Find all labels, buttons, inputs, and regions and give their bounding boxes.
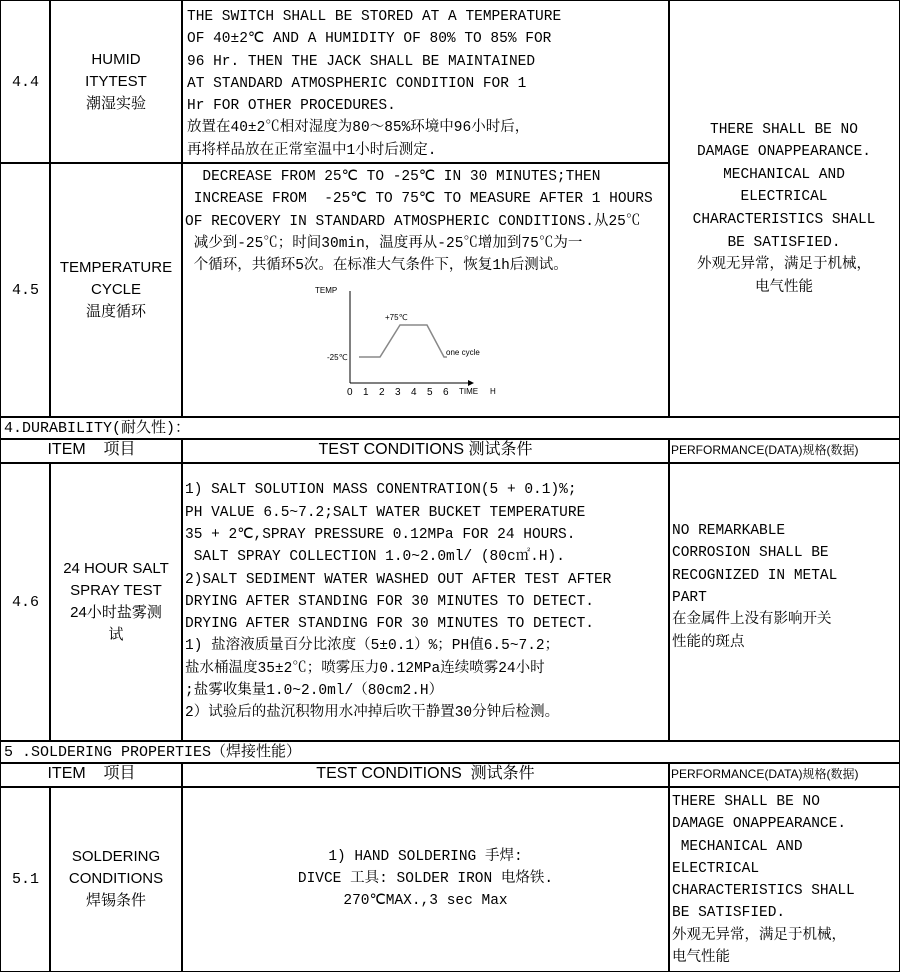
row-4-5-conditions-cell [181,162,670,418]
graph-tick-label: 5 [427,387,433,398]
graph-cycle-label: one cycle [446,348,480,357]
perf-4-4-4-5: THERE SHALL BE NO DAMAGE ONAPPEARANCE. MECHANICAL AND ELECTRICAL CHARACTERISTICS SHALL BE SATISFIED. 外观无异常，满足于机械， 电气性能 [668,0,900,418]
row-number: 4.4 [11,73,39,91]
temperature-cycle-graph [312,283,512,403]
section-durability: 4.DURABILITY(耐久性)： [0,416,900,440]
graph-x-arrow [468,380,474,386]
row-4-6-conditions: 1) SALT SOLUTION MASS CONENTRATION(5 + 0.1)%; PH VALUE 6.5~7.2;SALT WATER BUCKET TEMPERATURE 35 + 2℃,SPRAY PRESSURE 0.12MPa FOR 24 HOURS. SALT SPRAY COLLECTION 1.0~2.0ml/ (80c㎡.H). 2)SALT SEDIMENT WATER WASHED OUT AFTER TEST AFTER DRYING AFTER STANDING FOR 30 MINUTES TO DETECT. DRYING AFTER STANDING FOR 30 MINUTES TO DETECT. 1) 盐溶液质量百分比浓度（5±0.1）%；PH值6.5~7.2； 盐水桶温度35±2℃；喷雾压力0.12MPa连续喷雾24小时 ;盐雾收集量1.0~2.0ml/（80cm2.H） 2）试验后的盐沉积物用水冲掉后吹干静置30分钟后检测。 [181,462,670,742]
row-4-6-performance: NO REMARKABLE CORROSION SHALL BE RECOGNIZED IN METAL PART 在金属件上没有影响开关 性能的斑点 [668,462,900,742]
graph-tick-label: 0 [347,387,353,398]
header-performance: PERFORMANCE(DATA)规格(数据) [668,438,900,464]
graph-tick-label: 4 [411,387,417,398]
graph-x-unit: H [490,387,496,396]
section-soldering: 5 .SOLDERING PROPERTIES（焊接性能） [0,740,900,764]
row-4-5-item: TEMPERATURE CYCLE 温度循环 [49,162,183,418]
row-4-6-item: 24 HOUR SALT SPRAY TEST 24小时盐雾测 试 [49,462,183,742]
row-4-4-conditions: THE SWITCH SHALL BE STORED AT A TEMPERATURE OF 40±2℃ AND A HUMIDITY OF 80% TO 85% FOR 96 Hr. THEN THE JACK SHALL BE MAINTAINED AT STANDARD ATMOSPHERIC CONDITION FOR 1 Hr FOR OTHER PROCEDURES. 放置在40±2℃相对湿度为80～85%环境中96小时后， 再将样品放在正常室温中1小时后测定. [181,0,670,164]
graph-high-label: +75℃ [385,313,408,322]
row-5-1-performance: THERE SHALL BE NO DAMAGE ONAPPEARANCE. MECHANICAL AND ELECTRICAL CHARACTERISTICS SHALL BE SATISFIED. 外观无异常，满足于机械， 电气性能 [668,786,900,972]
graph-tick-label: 2 [379,387,385,398]
row-5-1-conditions: 1) HAND SOLDERING 手焊: DIVCE 工具: SOLDER IRON 电烙铁. 270℃MAX.,3 sec Max [181,786,670,972]
header-item: ITEM 项目 [0,438,183,464]
row-4-4-item: HUMID ITYTEST 潮湿实验 [49,0,183,164]
graph-tick-label: 6 [443,387,449,398]
row-number: 4.6 [11,593,39,611]
row-number: 5.1 [11,870,39,888]
row-4-5-number [0,162,51,418]
row-4-4-number [0,0,51,164]
header-conditions: TEST CONDITIONS 测试条件 [181,438,670,464]
header-performance: PERFORMANCE(DATA)规格(数据) [668,762,900,788]
graph-x-label: TIME [459,387,479,396]
graph-cycle-line [359,325,447,357]
header-conditions: TEST CONDITIONS 测试条件 [181,762,670,788]
row-4-5-conditions: DECREASE FROM 25℃ TO -25℃ IN 30 MINUTES;THEN INCREASE FROM -25℃ TO 75℃ TO MEASURE AFTER 1 HOURS OF RECOVERY IN STANDARD ATMOSPHERIC CONDITIONS.从25℃ 减少到-25℃；时间30min，温度再从-25℃增加到75℃为一 个循环，共循环5次。在标准大气条件下，恢复1h后测试。 [185,169,653,275]
row-4-6-number [0,462,51,742]
row-5-1-number [0,786,51,972]
header-item: ITEM 项目 [0,762,183,788]
graph-tick-label: 3 [395,387,401,398]
row-number: 4.5 [11,281,39,299]
graph-tick-label: 1 [363,387,369,398]
row-5-1-item: SOLDERING CONDITIONS 焊锡条件 [49,786,183,972]
graph-y-label: TEMP [315,286,338,295]
graph-low-label: -25℃ [327,353,348,362]
